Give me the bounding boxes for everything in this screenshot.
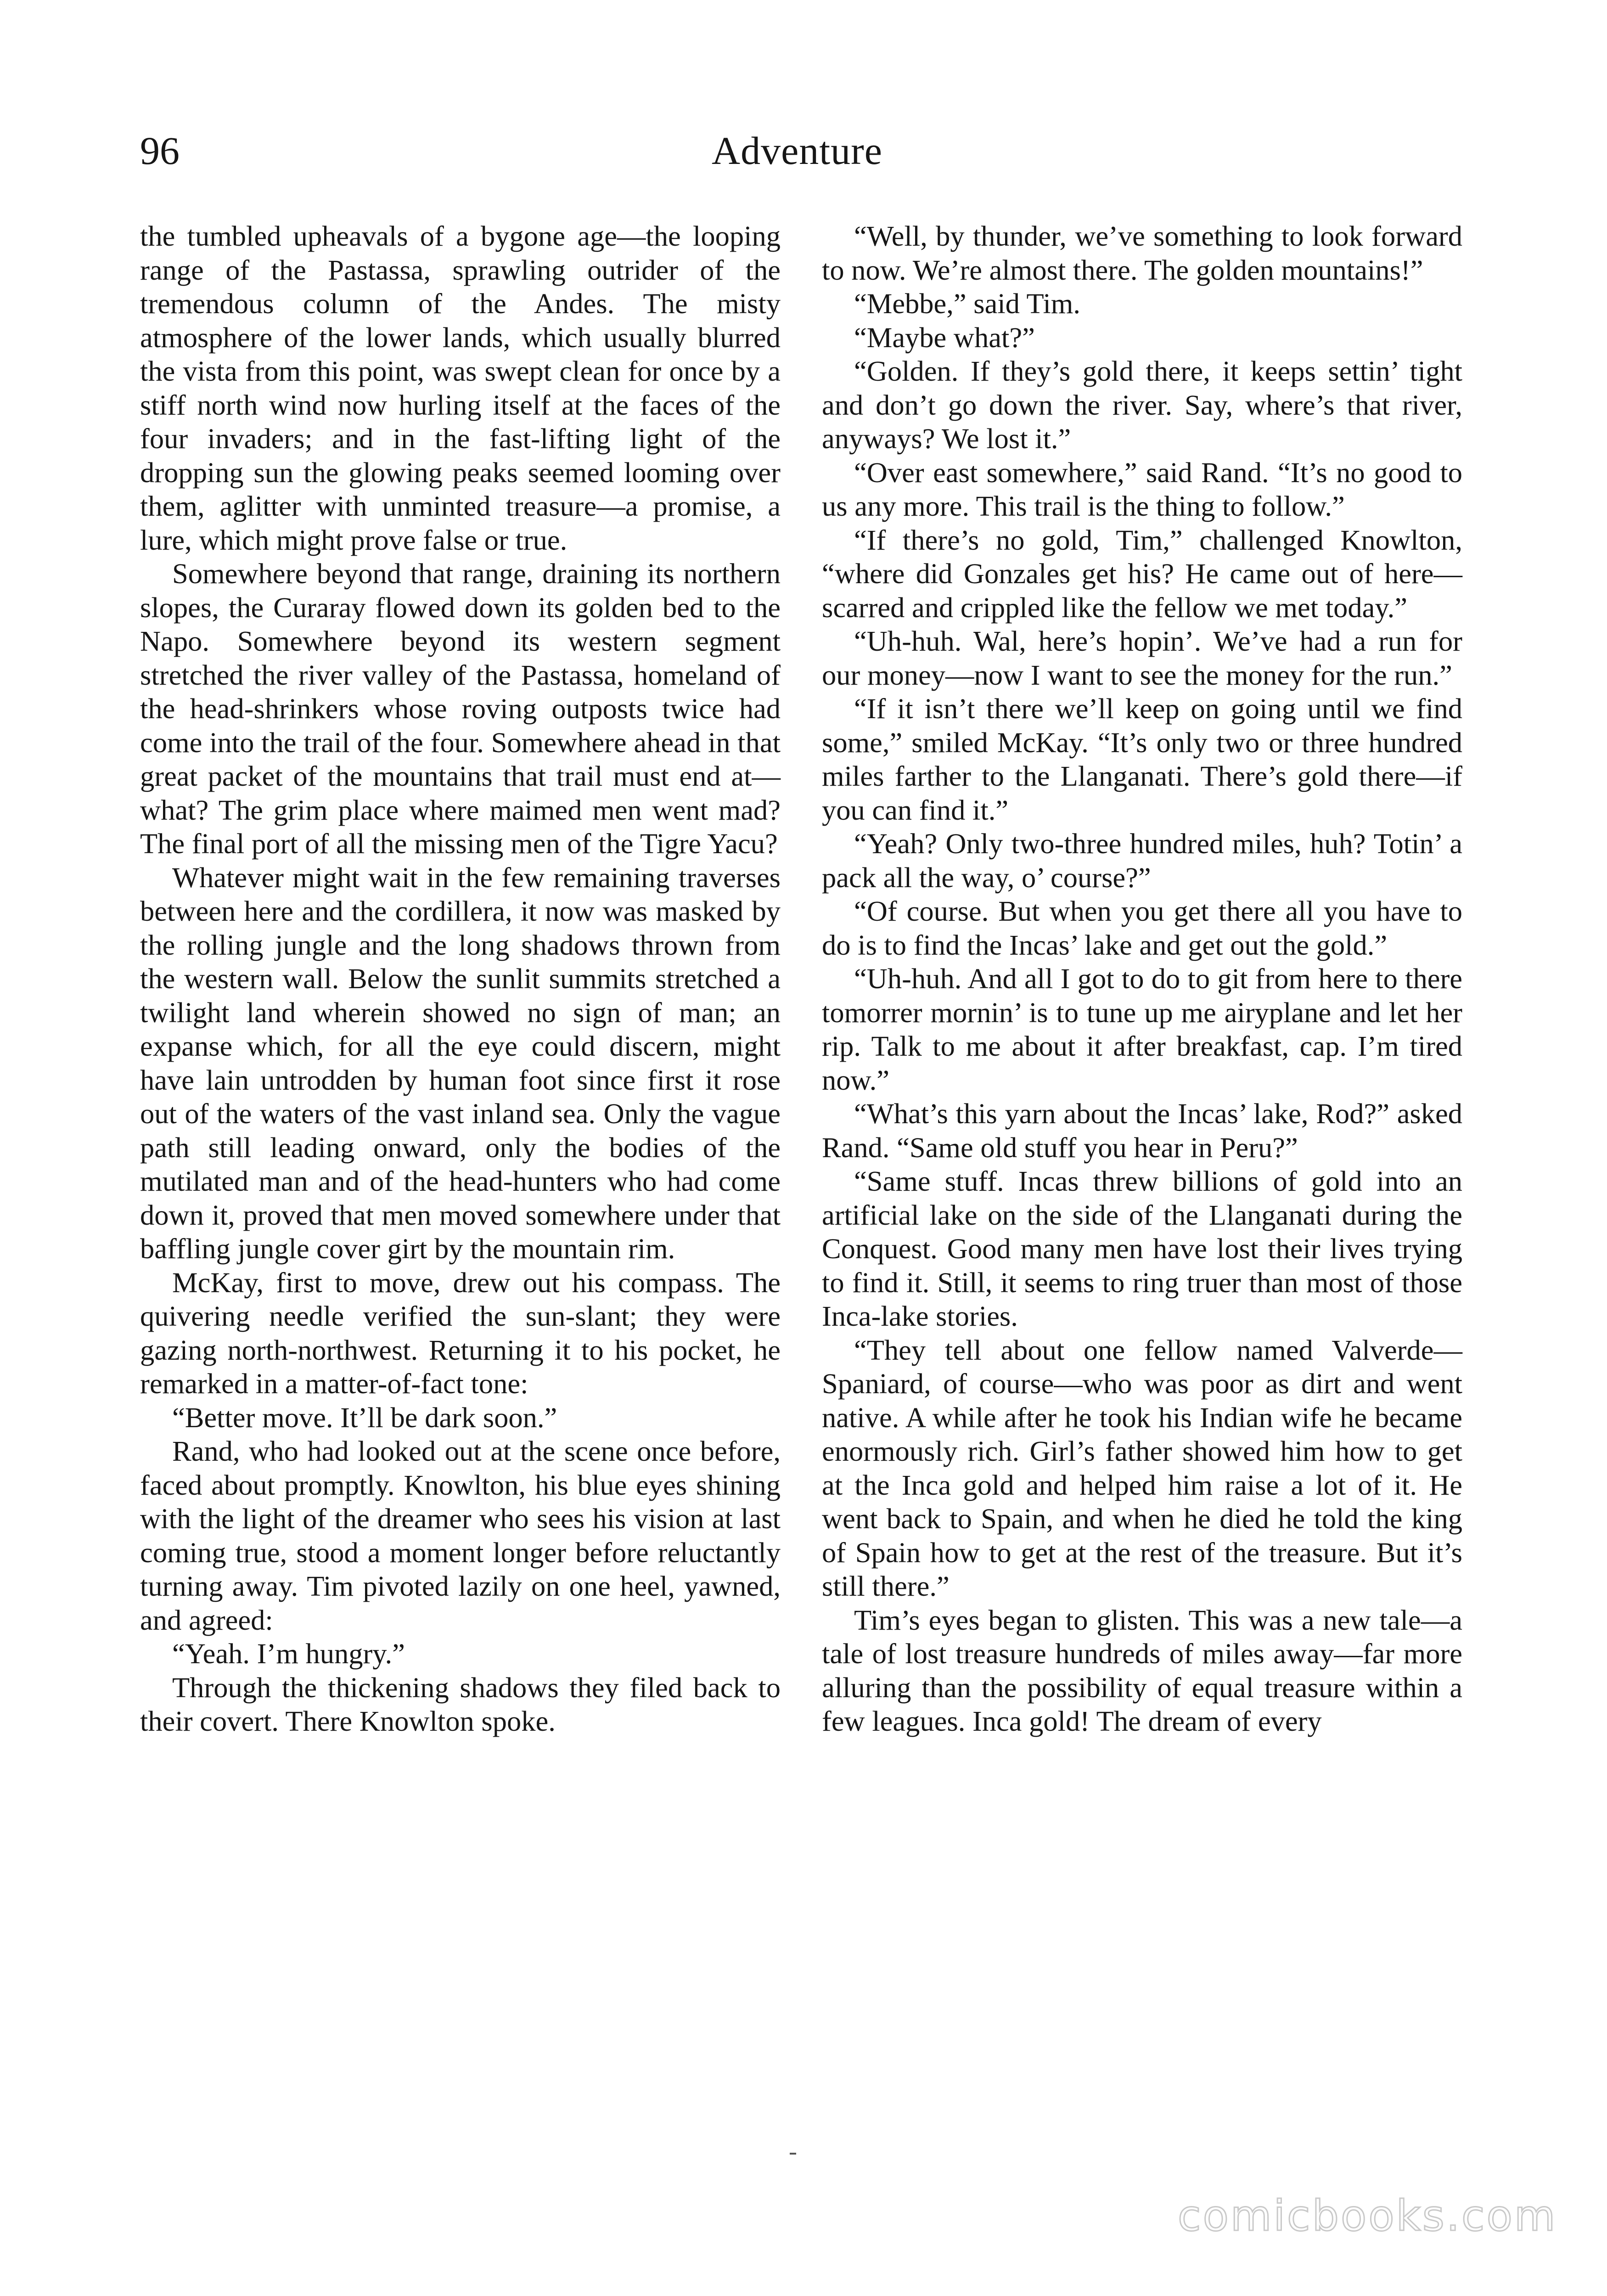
paragraph: “Of course. But when you get there all you have to do is to find the Incas’ lake and get out the gold.” [822, 895, 1462, 961]
printer-mark [790, 2153, 796, 2155]
paragraph: “Golden. If they’s gold there, it keeps settin’ tight and don’t go down the river. Say, where’s that river, anyways? We lost it.” [822, 355, 1462, 455]
paragraph: “Well, by thunder, we’ve something to look forward to now. We’re almost there. The golden mountains!” [822, 220, 1462, 286]
paragraph: McKay, first to move, drew out his compass. The quivering needle verified the sun-slant; they were gazing north-northwest. Returning it to his pocket, he remarked in a matter-of-fact tone: [140, 1266, 781, 1400]
paragraph: Through the thickening shadows they filed back to their covert. There Knowlton spoke. [140, 1671, 781, 1737]
paragraph: “Yeah. I’m hungry.” [172, 1638, 405, 1670]
paragraph: “Better move. It’ll be dark soon.” [172, 1401, 557, 1434]
left-column [140, 219, 781, 1739]
running-head: Adventure [712, 129, 882, 173]
paragraph: the tumbled upheavals of a bygone age—the looping range of the Pastassa, sprawling outrider of the tremendous column of the Andes. The misty atmosphere of the lower lands, which usually blurred the vista from this point, was swept clean for once by a stiff north wind now hurling itself at the faces of the four invaders; and in the fast-lifting light of the dropping sun the glowing peaks seemed looming over them, aglitter with unminted treasure—a promise, a lure, which might prove false or true. [140, 220, 781, 556]
paragraph: “Over east somewhere,” said Rand. “It’s no good to us any more. This trail is the thing to follow.” [822, 456, 1462, 522]
paragraph: “What’s this yarn about the Incas’ lake, Rod?” asked Rand. “Same old stuff you hear in Peru?” [822, 1097, 1462, 1164]
paragraph: “Same stuff. Incas threw billions of gold into an artificial lake on the side of the Llanganati during the Conquest. Good many men have lost their lives trying to find it. Still, it seems to ring truer than most of those Inca-lake stories. [822, 1165, 1462, 1332]
paragraph: “They tell about one fellow named Valverde—Spaniard, of course—who was poor as dirt and went native. A while after he took his Indian wife he became enormously rich. Girl’s father showed him how to get at the Inca gold and helped him raise a lot of it. He went back to Spain, and when he died he told the king of Spain how to get at the rest of the treasure. But it’s still there.” [822, 1334, 1462, 1602]
paragraph: “If it isn’t there we’ll keep on going until we find some,” smiled McKay. “It’s only two or three hundred miles farther to the Llanganati. There’s gold there—if you can find it.” [822, 692, 1462, 826]
paragraph: “Uh-huh. Wal, here’s hopin’. We’ve had a run for our money—now I want to see the money for the run.” [822, 625, 1462, 691]
paragraph: “Mebbe,” said Tim. [854, 287, 1081, 320]
paragraph: “Maybe what?” [854, 321, 1035, 354]
paragraph: Somewhere beyond that range, draining its northern slopes, the Curaray flowed down its golden bed to the Napo. Somewhere beyond its western segment stretched the river valley of the Pastassa, homeland of the head-shrinkers whose roving outposts twice had come into the trail of the four. Somewhere ahead in that great packet of the mountains that trail must end at—what? The grim place where maimed men went mad? The final port of all the missing men of the Tigre Yacu? [140, 557, 781, 860]
paragraph: Tim’s eyes began to glisten. This was a new tale—a tale of lost treasure hundreds of miles away—far more alluring than the possibility of equal treasure within a few leagues. Inca gold! The dream of every [822, 1604, 1462, 1737]
paragraph: “Yeah? Only two-three hundred miles, huh? Totin’ a pack all the way, o’ course?” [822, 827, 1462, 894]
paragraph: Whatever might wait in the few remaining traverses between here and the cordillera, it now was masked by the rolling jungle and the long shadows thrown from the western wall. Below the sunlit summits stretched a twilight land wherein showed no sign of man; an expanse which, for all the eye could discern, might have lain untrodden by human foot since first it rose out of the waters of the vast inland sea. Only the vague path still leading onward, only the bodies of the mutilated man and of the head-hunters who had come down it, proved that men moved somewhere under that baffling jungle cover girt by the mountain rim. [140, 861, 781, 1265]
watermark: comicbooks.com [1178, 2191, 1557, 2240]
paragraph: “Uh-huh. And all I got to do to git from here to there tomorrer mornin’ is to tune up me airyplane and let her rip. Talk to me about it after breakfast, cap. I’m tired now.” [822, 962, 1462, 1096]
page-number: 96 [140, 129, 180, 173]
right-column [822, 219, 1462, 1739]
paragraph: “If there’s no gold, Tim,” challenged Knowlton, “where did Gonzales get his? He came out of here—scarred and crippled like the fellow we met today.” [822, 523, 1462, 624]
paragraph: Rand, who had looked out at the scene once before, faced about promptly. Knowlton, his blue eyes shining with the light of the dreamer who sees his vision at last coming true, stood a moment longer before reluctantly turning away. Tim pivoted lazily on one heel, yawned, and agreed: [140, 1435, 781, 1636]
